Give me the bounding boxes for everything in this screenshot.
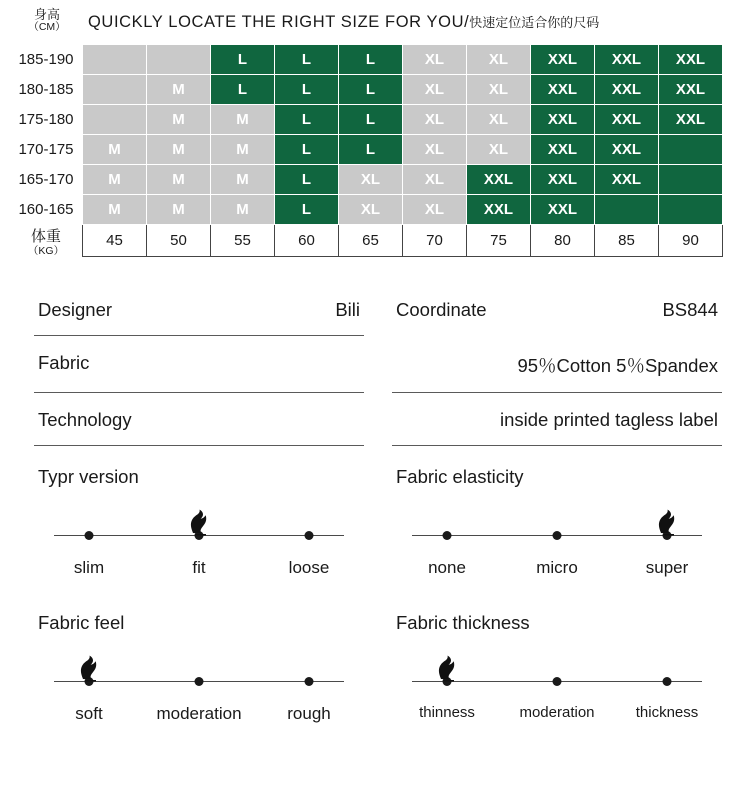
size-cell: M bbox=[83, 135, 147, 165]
slider-option-label[interactable]: thinness bbox=[419, 704, 475, 722]
height-range-label: 165-170 bbox=[10, 165, 83, 195]
height-range-label: 185-190 bbox=[10, 45, 83, 75]
size-cell: XL bbox=[467, 135, 531, 165]
size-cell: XL bbox=[339, 165, 403, 195]
slider-list bbox=[34, 466, 722, 724]
slider-option-label[interactable]: none bbox=[428, 558, 466, 578]
size-cell: XL bbox=[403, 75, 467, 105]
size-cell: XXL bbox=[531, 105, 595, 135]
size-cell: XXL bbox=[595, 105, 659, 135]
slider-labels bbox=[34, 704, 364, 724]
size-cell: XXL bbox=[467, 195, 531, 225]
weight-cell: 65 bbox=[339, 225, 403, 257]
spec-cell bbox=[392, 283, 722, 336]
size-cell: M bbox=[147, 195, 211, 225]
slider-dot[interactable] bbox=[85, 677, 94, 686]
weight-cell: 80 bbox=[531, 225, 595, 257]
weight-cell: 85 bbox=[595, 225, 659, 257]
slider-labels bbox=[392, 558, 722, 578]
size-cell: M bbox=[211, 105, 275, 135]
size-cell: XXL bbox=[531, 45, 595, 75]
size-cell: M bbox=[147, 165, 211, 195]
size-table-row bbox=[10, 75, 723, 105]
size-table-row bbox=[10, 105, 723, 135]
size-cell: M bbox=[211, 135, 275, 165]
size-cell: L bbox=[275, 165, 339, 195]
size-cell: M bbox=[147, 75, 211, 105]
slider-option-label[interactable]: soft bbox=[75, 704, 103, 724]
size-cell: XL bbox=[403, 195, 467, 225]
spec-label: Fabric bbox=[38, 352, 90, 374]
size-cell: L bbox=[275, 105, 339, 135]
spec-label: Technology bbox=[38, 409, 132, 431]
slider-title: Fabric feel bbox=[38, 612, 125, 634]
size-cell: L bbox=[275, 195, 339, 225]
spec-value: inside printed tagless label bbox=[499, 409, 718, 431]
height-range-label: 175-180 bbox=[10, 105, 83, 135]
slider-option-label[interactable]: fit bbox=[192, 558, 206, 578]
slider-title: Fabric elasticity bbox=[396, 466, 524, 488]
size-cell: L bbox=[211, 45, 275, 75]
size-cell: XXL bbox=[595, 75, 659, 105]
slider-dot[interactable] bbox=[305, 531, 314, 540]
slider-block bbox=[34, 466, 364, 578]
size-cell bbox=[659, 165, 723, 195]
slider-track-wrap[interactable] bbox=[34, 664, 364, 698]
slider-track-wrap[interactable] bbox=[392, 518, 722, 552]
size-table-row bbox=[10, 45, 723, 75]
slider-row bbox=[34, 612, 722, 724]
size-chart bbox=[0, 0, 750, 257]
size-cell: L bbox=[339, 45, 403, 75]
spec-value: BS844 bbox=[662, 299, 718, 321]
size-cell: L bbox=[275, 75, 339, 105]
size-cell: L bbox=[339, 75, 403, 105]
spec-row bbox=[34, 393, 722, 446]
size-cell: L bbox=[211, 75, 275, 105]
spec-value: Bili bbox=[335, 299, 360, 321]
slider-dot[interactable] bbox=[663, 531, 672, 540]
weight-cell: 45 bbox=[83, 225, 147, 257]
height-range-label: 160-165 bbox=[10, 195, 83, 225]
weight-cell: 50 bbox=[147, 225, 211, 257]
slider-option-label[interactable]: rough bbox=[287, 704, 331, 724]
size-cell: L bbox=[339, 105, 403, 135]
size-cell: XL bbox=[467, 105, 531, 135]
slider-option-label[interactable]: thickness bbox=[635, 704, 699, 722]
slider-dot[interactable] bbox=[553, 677, 562, 686]
weight-cell: 55 bbox=[211, 225, 275, 257]
size-cell: M bbox=[147, 135, 211, 165]
size-cell: XL bbox=[403, 45, 467, 75]
spec-cell bbox=[392, 336, 722, 393]
slider-row bbox=[34, 466, 722, 578]
size-cell: M bbox=[211, 195, 275, 225]
size-cell: XXL bbox=[531, 75, 595, 105]
slider-dot[interactable] bbox=[305, 677, 314, 686]
spec-label: Coordinate bbox=[396, 299, 487, 321]
slider-track-wrap[interactable] bbox=[34, 518, 364, 552]
size-table-row bbox=[10, 135, 723, 165]
height-range-label: 170-175 bbox=[10, 135, 83, 165]
size-cell: XL bbox=[467, 75, 531, 105]
weight-cell: 90 bbox=[659, 225, 723, 257]
size-chart-title-cn: 快速定位适合你的尺码 bbox=[469, 15, 600, 30]
spec-list bbox=[34, 283, 722, 446]
size-chart-title-en: QUICKLY LOCATE THE RIGHT SIZE FOR YOU/ bbox=[88, 13, 470, 31]
height-range-label: 180-185 bbox=[10, 75, 83, 105]
slider-option-label[interactable]: moderation bbox=[519, 704, 595, 722]
size-table-row bbox=[10, 165, 723, 195]
size-cell bbox=[83, 45, 147, 75]
slider-block bbox=[392, 612, 722, 724]
size-cell: XL bbox=[339, 195, 403, 225]
weight-axis-label: 体重 （KG） bbox=[10, 225, 83, 257]
size-cell bbox=[83, 75, 147, 105]
size-cell: L bbox=[275, 45, 339, 75]
spec-cell bbox=[34, 283, 364, 336]
size-cell bbox=[83, 105, 147, 135]
slider-option-label[interactable]: slim bbox=[73, 558, 105, 578]
slider-option-label[interactable]: super bbox=[645, 558, 689, 578]
slider-option-label[interactable]: micro bbox=[536, 558, 578, 578]
size-cell: XL bbox=[403, 165, 467, 195]
size-table-row bbox=[10, 195, 723, 225]
slider-dot[interactable] bbox=[85, 531, 94, 540]
spec-label: Designer bbox=[38, 299, 113, 321]
size-cell: L bbox=[275, 135, 339, 165]
slider-dot[interactable] bbox=[195, 677, 204, 686]
slider-track-wrap[interactable] bbox=[392, 664, 722, 698]
size-cell: XL bbox=[403, 105, 467, 135]
size-cell: XXL bbox=[659, 105, 723, 135]
size-table bbox=[10, 44, 723, 257]
spec-cell bbox=[34, 336, 364, 393]
height-axis-label: 身高 （CM） bbox=[28, 7, 66, 33]
size-cell: XXL bbox=[531, 195, 595, 225]
slider-dot[interactable] bbox=[443, 531, 452, 540]
slider-block bbox=[34, 612, 364, 724]
size-cell bbox=[595, 195, 659, 225]
weight-cell: 70 bbox=[403, 225, 467, 257]
size-cell bbox=[659, 135, 723, 165]
slider-title: Fabric thickness bbox=[396, 612, 530, 634]
size-cell: XXL bbox=[659, 75, 723, 105]
size-cell: M bbox=[83, 165, 147, 195]
slider-dot[interactable] bbox=[443, 677, 452, 686]
slider-block bbox=[392, 466, 722, 578]
spec-row bbox=[34, 283, 722, 336]
size-cell: XXL bbox=[531, 165, 595, 195]
size-cell: XXL bbox=[595, 135, 659, 165]
weight-cell: 75 bbox=[467, 225, 531, 257]
size-cell: XL bbox=[467, 45, 531, 75]
weight-cell: 60 bbox=[275, 225, 339, 257]
size-cell bbox=[659, 195, 723, 225]
size-cell: XXL bbox=[595, 45, 659, 75]
slider-labels bbox=[34, 558, 364, 578]
size-cell bbox=[147, 45, 211, 75]
size-cell: XXL bbox=[595, 165, 659, 195]
spec-row bbox=[34, 336, 722, 393]
size-cell: XXL bbox=[659, 45, 723, 75]
size-cell: XXL bbox=[467, 165, 531, 195]
size-cell: XL bbox=[403, 135, 467, 165]
size-cell: L bbox=[339, 135, 403, 165]
size-cell: M bbox=[83, 195, 147, 225]
slider-labels bbox=[392, 704, 722, 721]
slider-dot[interactable] bbox=[195, 531, 204, 540]
slider-title: Typr version bbox=[38, 466, 139, 488]
spec-cell bbox=[392, 393, 722, 446]
size-cell: M bbox=[211, 165, 275, 195]
spec-value: 95％Cotton 5％Spandex bbox=[517, 355, 718, 377]
size-cell: M bbox=[147, 105, 211, 135]
size-cell: XXL bbox=[531, 135, 595, 165]
slider-option-label[interactable]: loose bbox=[288, 558, 330, 578]
weight-row bbox=[10, 225, 723, 257]
slider-dot[interactable] bbox=[553, 531, 562, 540]
spec-cell bbox=[34, 393, 364, 446]
slider-option-label[interactable]: moderation bbox=[156, 704, 242, 724]
slider-dot[interactable] bbox=[663, 677, 672, 686]
size-chart-title bbox=[88, 12, 599, 32]
